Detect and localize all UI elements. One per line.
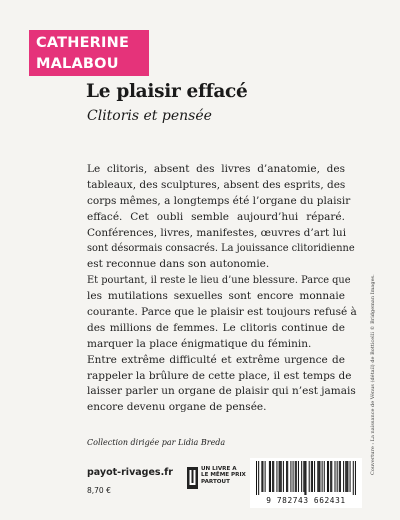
blurb-line: tableaux, des sculptures, absent des esprits, des xyxy=(87,178,346,191)
book-title: Le plaisir effacé xyxy=(86,81,248,102)
prix-logo-line: LE MÊME PRIX xyxy=(201,472,246,479)
author-last-name: MALABOU xyxy=(36,56,119,72)
blurb-line: corps mêmes, a longtemps été l’organe du plaisir xyxy=(87,194,351,207)
blurb-line: marquer la place énigmatique du féminin. xyxy=(87,337,312,350)
prix-logo-text xyxy=(201,466,246,485)
book-subtitle: Clitoris et pensée xyxy=(87,108,212,124)
blurb-line: sont désormais consacrés. La jouissance clitoridienne xyxy=(87,243,355,255)
blurb-line: laisser parler un organe de plaisir qui n’est jamais xyxy=(87,385,356,398)
prix-unique-logo xyxy=(187,466,246,494)
blurb-text xyxy=(87,162,357,416)
author-banner xyxy=(29,30,149,76)
prix-logo-line: PARTOUT xyxy=(201,478,230,485)
isbn-barcode xyxy=(250,458,362,508)
blurb-line: rappeler la brûlure de cette place, il est temps de xyxy=(87,369,352,382)
publisher-website: payot-rivages.fr xyxy=(87,467,173,478)
prix-logo-line: UN LIVRE A xyxy=(201,466,237,472)
blurb-line: encore devenu organe de pensée. xyxy=(87,401,267,414)
blurb-line: Et pourtant, il reste le lieu d’une blessure. Parce que xyxy=(87,275,351,287)
blurb-line: les mutilations sexuelles sont encore monnaie xyxy=(87,290,345,303)
blurb-line: courante. Parce que le plaisir est toujours refusé à xyxy=(87,306,357,319)
blurb-line: des millions de femmes. Le clitoris continue de xyxy=(87,321,345,334)
cover-credit: Couverture : La naissance de Vénus (détail) de Botticelli © Bridgeman Images. xyxy=(370,274,376,475)
blurb-line: Entre extrême difficulté et extrême urgence de xyxy=(87,353,345,366)
price-label: 8,70 € xyxy=(87,486,111,495)
collection-note: Collection dirigée par Lidia Breda xyxy=(87,438,226,447)
author-first-name: CATHERINE xyxy=(36,35,130,51)
blurb-line: Le clitoris, absent des livres d’anatomie, des xyxy=(87,163,345,175)
blurb-line: est reconnue dans son autonomie. xyxy=(87,258,270,271)
book-price-icon xyxy=(187,467,198,489)
isbn-number: 9 782743 662431 xyxy=(266,496,346,505)
barcode-bars xyxy=(256,461,356,495)
blurb-line: effacé. Cet oubli semble aujourd’hui réparé. xyxy=(87,210,345,223)
blurb-line: Conférences, livres, manifestes, œuvres d’art lui xyxy=(87,226,347,239)
